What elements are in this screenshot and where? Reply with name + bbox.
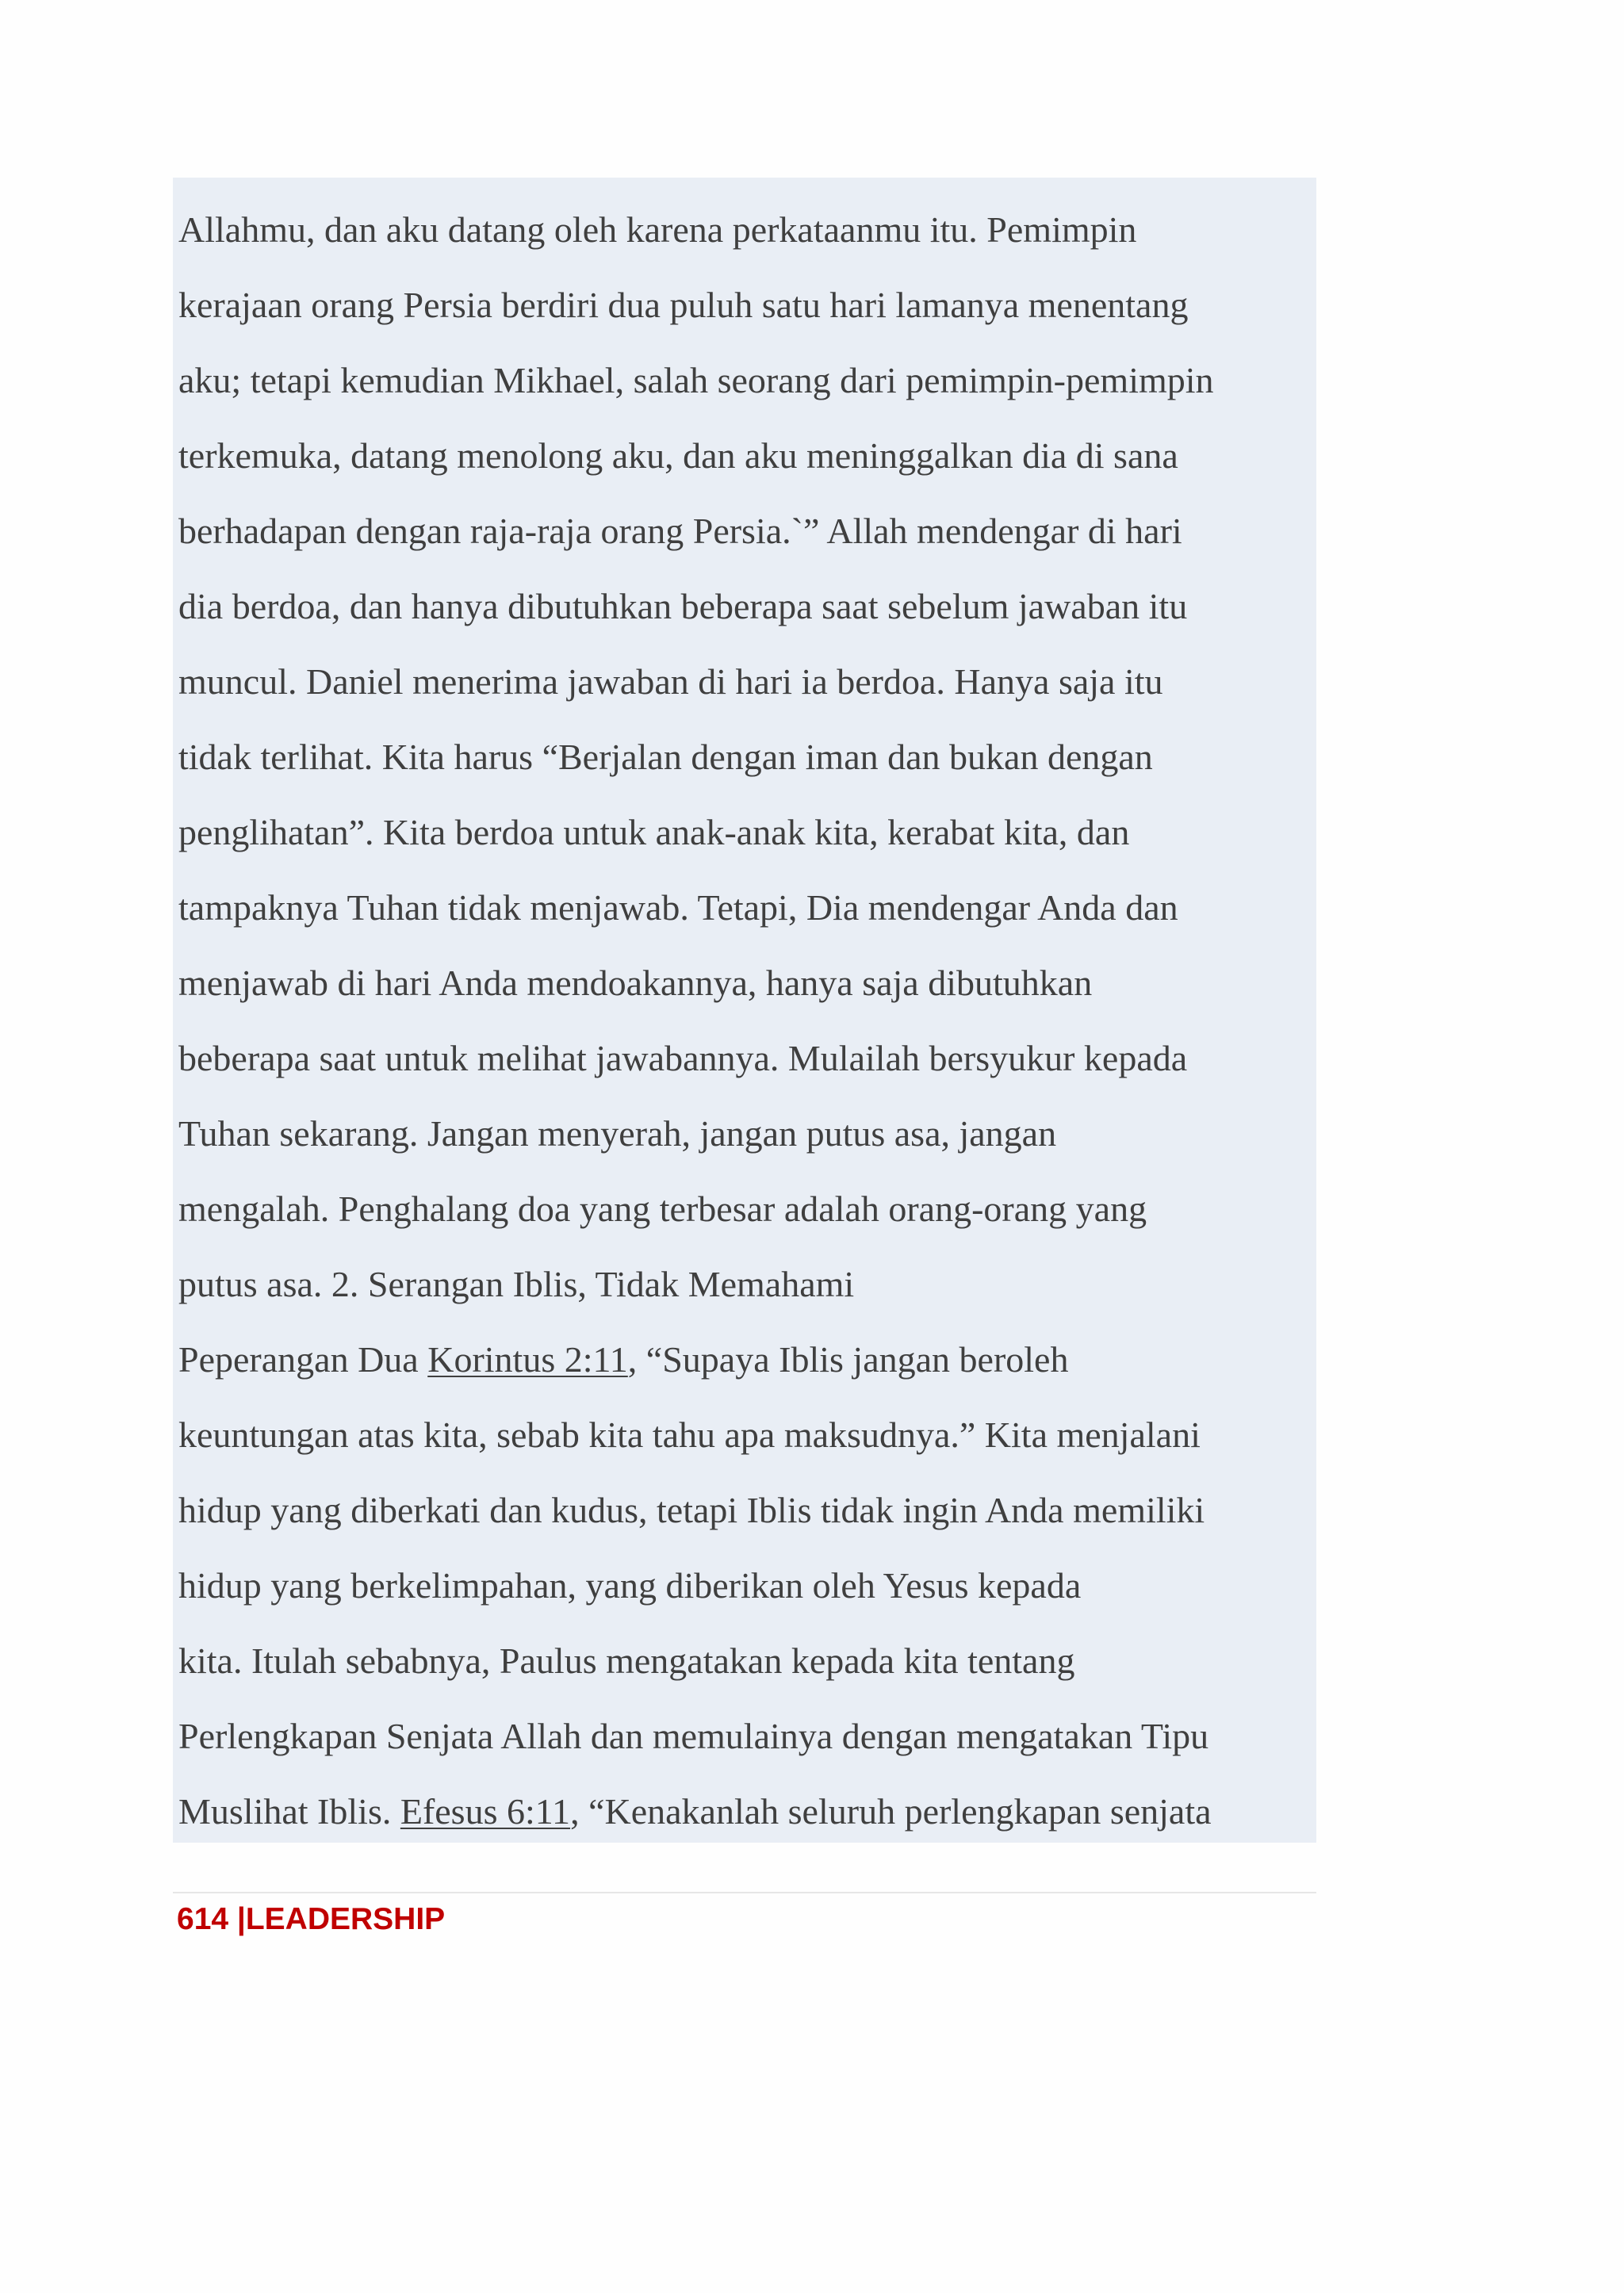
text-line: kita. Itulah sebabnya, Paulus mengatakan kepada kita tentang	[178, 1640, 1075, 1681]
page-footer-label: 614 |LEADERSHIP	[177, 1902, 446, 1936]
text-segment: Peperangan Dua	[178, 1339, 428, 1380]
text-line-with-link	[178, 1336, 1068, 1384]
highlighted-text-block	[173, 178, 1316, 1843]
text-line: hidup yang berkelimpahan, yang diberikan oleh Yesus kepada	[178, 1565, 1082, 1606]
text-line-with-link	[178, 1788, 1212, 1836]
text-line: terkemuka, datang menolong aku, dan aku meninggalkan dia di sana	[178, 435, 1178, 476]
text-line: aku; tetapi kemudian Mikhael, salah seorang dari pemimpin-pemimpin	[178, 360, 1214, 400]
korintus-link[interactable]: Korintus 2:11	[427, 1339, 628, 1380]
text-line: hidup yang diberkati dan kudus, tetapi Iblis tidak ingin Anda memiliki	[178, 1490, 1205, 1530]
text-line: menjawab di hari Anda mendoakannya, hanya saja dibutuhkan	[178, 963, 1093, 1003]
text-line: Allahmu, dan aku datang oleh karena perkataanmu itu. Pemimpin	[178, 209, 1137, 250]
text-line: tampaknya Tuhan tidak menjawab. Tetapi, Dia mendengar Anda dan	[178, 887, 1178, 928]
text-line: Perlengkapan Senjata Allah dan memulainya dengan mengatakan Tipu	[178, 1716, 1209, 1756]
text-segment: , “Supaya Iblis jangan beroleh	[627, 1339, 1069, 1380]
text-segment: Muslihat Iblis.	[178, 1791, 400, 1832]
text-line: penglihatan”. Kita berdoa untuk anak-anak kita, kerabat kita, dan	[178, 812, 1130, 852]
text-line: kerajaan orang Persia berdiri dua puluh satu hari lamanya menentang	[178, 285, 1189, 325]
text-line: putus asa. 2. Serangan Iblis, Tidak Memahami	[178, 1264, 855, 1304]
text-line: berhadapan dengan raja-raja orang Persia.`” Allah mendengar di hari	[178, 511, 1182, 551]
text-line: mengalah. Penghalang doa yang terbesar adalah orang-orang yang	[178, 1189, 1147, 1229]
text-line: keuntungan atas kita, sebab kita tahu apa maksudnya.” Kita menjalani	[178, 1414, 1201, 1455]
footer-divider	[173, 1892, 1316, 1893]
text-line: dia berdoa, dan hanya dibutuhkan beberapa saat sebelum jawaban itu	[178, 586, 1188, 626]
text-segment: , “Kenakanlah seluruh perlengkapan senjata	[570, 1791, 1212, 1832]
text-line: Tuhan sekarang. Jangan menyerah, jangan putus asa, jangan	[178, 1113, 1057, 1154]
text-line: tidak terlihat. Kita harus “Berjalan dengan iman dan bukan dengan	[178, 737, 1153, 777]
efesus-link[interactable]: Efesus 6:11	[400, 1791, 571, 1832]
text-line: muncul. Daniel menerima jawaban di hari ia berdoa. Hanya saja itu	[178, 661, 1163, 702]
text-line: beberapa saat untuk melihat jawabannya. Mulailah bersyukur kepada	[178, 1038, 1188, 1078]
